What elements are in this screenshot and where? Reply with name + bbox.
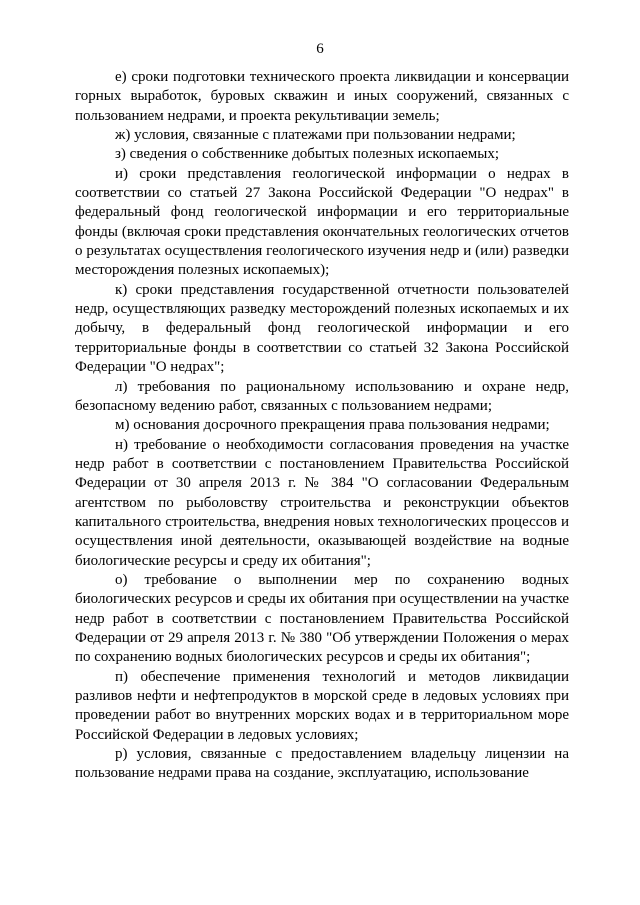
paragraph-n: н) требование о необходимости согласования проведения на участке недр работ в соответствии с постановлением Правительства Российской Федерации от 30 апреля 2013 г. № 384 "О согласовании Федеральным агентством по рыболовству строительства и реконструкции объектов капитального строительства, внедрения новых технологических процессов и осуществления иной деятельности, оказывающей воздействие на водные биологические ресурсы и среду их обитания";: [75, 436, 569, 569]
paragraph-r: р) условия, связанные с предоставлением владельцу лицензии на пользование недрами права на создание, эксплуатацию, использование: [75, 746, 569, 782]
paragraph-l: л) требования по рациональному использованию и охране недр, безопасному ведению работ, связанных с пользованием недрами;: [75, 378, 569, 414]
paragraph-i: и) сроки представления геологической информации о недрах в соответствии со статьей 27 Закона Российской Федерации "О недрах" в федеральный фонд геологической информации и его территориальные фонды (включая сроки представления окончательных геологических отчетов о результатах осуществления геологического изучения недр и (или) разведки месторождения полезных ископаемых);: [75, 165, 569, 279]
paragraph-zh: ж) условия, связанные с платежами при пользовании недрами;: [115, 127, 516, 144]
paragraph-o: о) требование о выполнении мер по сохранению водных биологических ресурсов и среды их обитания при осуществлении на участке недр работ в соответствии с постановлением Правительства Российской Федерации от 29 апреля 2013 г. № 380 "Об утверждении Положения о мерах по сохранению водных биологических ресурсов и среды их обитания";: [75, 571, 570, 666]
document-body: [75, 68, 569, 784]
paragraph-p: п) обеспечение применения технологий и методов ликвидации разливов нефти и нефтепродуктов в морской среде в ледовых условиях при проведении работ во внутренних морских водах и в территориальном море Российской Федерации в ледовых условиях;: [75, 668, 569, 743]
page-number: 6: [316, 41, 324, 57]
paragraph-e: е) сроки подготовки технического проекта ликвидации и консервации горных выработок, буровых скважин и иных сооружений, связанных с пользованием недрами, и проекта рекультивации земель;: [75, 69, 569, 124]
paragraph-k: к) сроки представления государственной отчетности пользователей недр, осуществляющих разведку месторождений полезных ископаемых и их добычу, в федеральный фонд геологической информации и его территориальные фонды в соответствии со статьей 32 Закона Российской Федерации "О недрах";: [75, 281, 569, 376]
paragraph-m: м) основания досрочного прекращения права пользования недрами;: [115, 417, 550, 434]
paragraph-z: з) сведения о собственнике добытых полезных ископаемых;: [115, 146, 500, 163]
